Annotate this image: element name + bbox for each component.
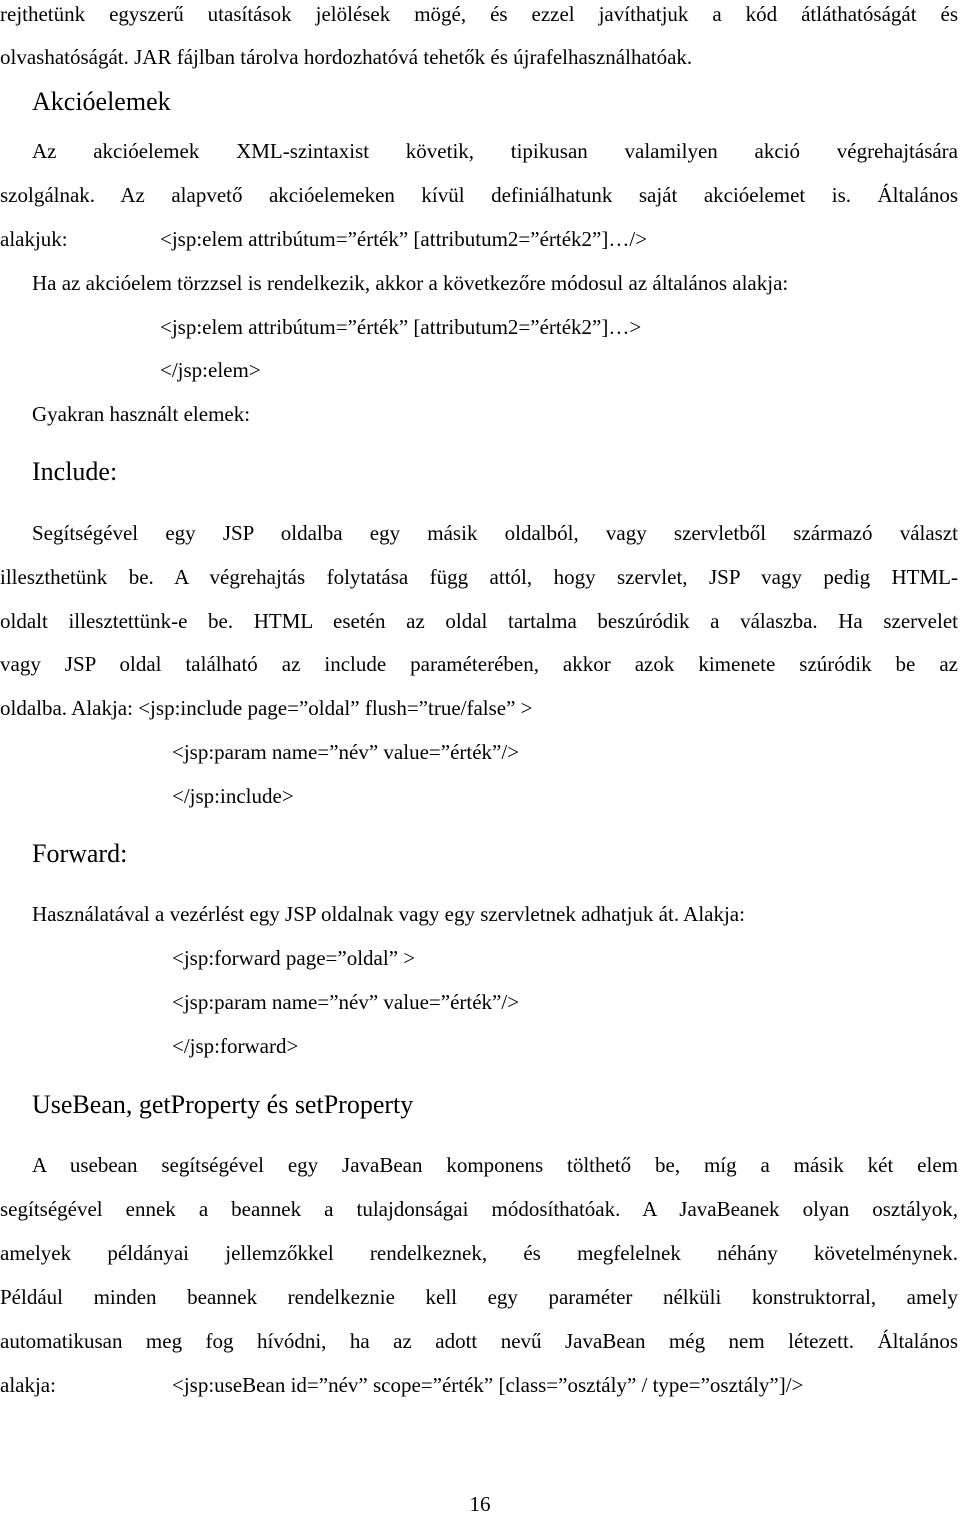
code-snippet: </jsp:forward> bbox=[172, 1034, 299, 1058]
code-snippet: </jsp:include> bbox=[172, 784, 294, 808]
paragraph-line: A usebean segítségével egy JavaBean komponens tölthető be, míg a másik két elem bbox=[32, 1153, 958, 1177]
paragraph-line: segítségével ennek a beannek a tulajdonságai módosíthatóak. A JavaBeanek olyan osztályok, bbox=[0, 1197, 958, 1221]
code-snippet: </jsp:elem> bbox=[160, 358, 261, 382]
section-heading-akcioelemek: Akcióelemek bbox=[32, 87, 171, 116]
general-form-line bbox=[0, 1371, 958, 1399]
general-form-label: alakjuk: bbox=[0, 227, 68, 251]
code-snippet: <jsp:forward page=”oldal” > bbox=[172, 946, 416, 970]
paragraph-line: Gyakran használt elemek: bbox=[32, 402, 251, 426]
paragraph-line: Segítségével egy JSP oldalba egy másik oldalból, vagy szervletből származó választ bbox=[32, 521, 958, 545]
section-heading-include: Include: bbox=[32, 457, 118, 486]
section-heading-usebean: UseBean, getProperty és setProperty bbox=[32, 1090, 414, 1119]
paragraph-line: oldalba. Alakja: <jsp:include page=”oldal” flush=”true/false” > bbox=[0, 696, 533, 720]
code-snippet: <jsp:elem attribútum=”érték” [attributum2=”érték2”]…/> bbox=[160, 227, 648, 251]
paragraph-line: Használatával a vezérlést egy JSP oldalnak vagy egy szervletnek adhatjuk át. Alakja: bbox=[32, 902, 745, 926]
section-heading-forward: Forward: bbox=[32, 839, 128, 868]
paragraph-line: Például minden beannek rendelkeznie kell egy paraméter nélküli konstruktorral, amely bbox=[0, 1285, 958, 1309]
general-form-label: alakja: bbox=[0, 1373, 56, 1397]
page-number: 16 bbox=[469, 1492, 491, 1516]
code-snippet: <jsp:useBean id=”név” scope=”érték” [class=”osztály” / type=”osztály”]/> bbox=[172, 1373, 804, 1397]
code-snippet: <jsp:param name=”név” value=”érték”/> bbox=[172, 740, 520, 764]
paragraph-line: szolgálnak. Az alapvető akcióelemeken kívül definiálhatunk saját akcióelemet is. Általános bbox=[0, 183, 958, 207]
general-form-line bbox=[0, 225, 958, 253]
paragraph-line: illeszthetünk be. A végrehajtás folytatása függ attól, hogy szervlet, JSP vagy pedig HTML- bbox=[0, 565, 958, 589]
code-snippet: <jsp:param name=”név” value=”érték”/> bbox=[172, 990, 520, 1014]
paragraph-line: oldalt illesztettünk-e be. HTML esetén az oldal tartalma beszúródik a válaszba. Ha szervelet bbox=[0, 609, 958, 633]
paragraph-line: olvashatóságát. JAR fájlban tárolva hordozhatóvá tehetők és újrafelhasználhatóak. bbox=[0, 45, 693, 69]
paragraph-line: vagy JSP oldal található az include paraméterében, akkor azok kimenete szúródik be az bbox=[0, 652, 958, 676]
code-snippet: <jsp:elem attribútum=”érték” [attributum2=”érték2”]…> bbox=[160, 315, 642, 339]
paragraph-line: automatikusan meg fog hívódni, ha az adott nevű JavaBean még nem létezett. Általános bbox=[0, 1329, 958, 1353]
paragraph-line: Ha az akcióelem törzzsel is rendelkezik, akkor a következőre módosul az általános alakja: bbox=[32, 271, 789, 295]
paragraph-line: rejthetünk egyszerű utasítások jelölések mögé, és ezzel javíthatjuk a kód átláthatóságát és bbox=[0, 2, 958, 26]
paragraph-line: amelyek példányai jellemzőkkel rendelkeznek, és megfelelnek néhány követelménynek. bbox=[0, 1241, 958, 1265]
paragraph-line: Az akcióelemek XML-szintaxist követik, tipikusan valamilyen akció végrehajtására bbox=[32, 139, 958, 163]
